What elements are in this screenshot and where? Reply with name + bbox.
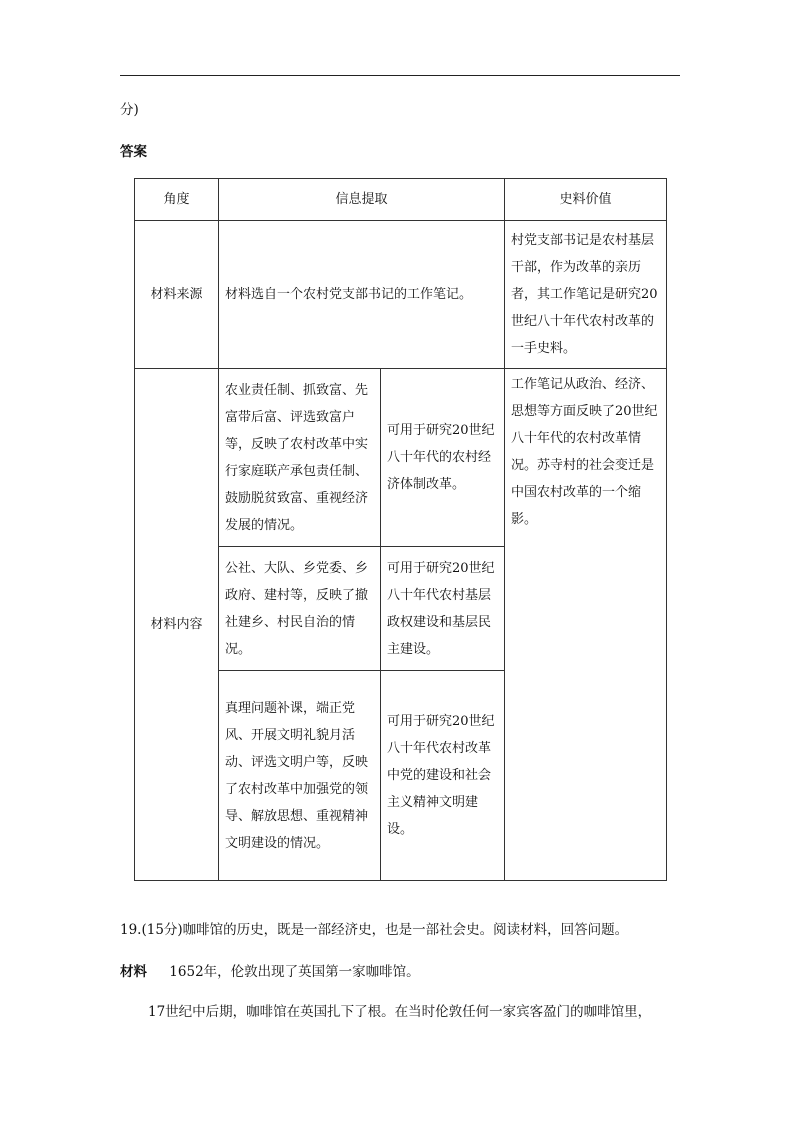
row-source-value: 村党支部书记是农村基层干部，作为改革的亲历者，其工作笔记是研究20世纪八十年代农村改革的一手史料。 — [505, 221, 667, 369]
material-label: 材料 — [120, 964, 147, 980]
answer-table — [134, 178, 667, 881]
row-content-value: 工作笔记从政治、经济、思想等方面反映了20世纪八十年代的农村改革情况。苏寺村的社会变迁是中国农村改革的一个缩影。 — [505, 369, 667, 881]
content-info-2: 公社、大队、乡党委、乡政府、建村等，反映了撤社建乡、村民自治的情况。 — [219, 547, 381, 671]
content-use-3: 可用于研究20世纪八十年代农村改革中党的建设和社会主义精神文明建设。 — [381, 671, 505, 881]
answer-label: 答案 — [120, 144, 147, 160]
row-source-label: 材料来源 — [135, 221, 219, 369]
content-info-3: 真理问题补课，端正党风、开展文明礼貌月活动、评选文明户等，反映了农村改革中加强党的领导、解放思想、重视精神文明建设的情况。 — [219, 671, 381, 881]
question-stem: 19.(15分)咖啡馆的历史，既是一部经济史，也是一部社会史。阅读材料，回答问题。 — [120, 922, 629, 938]
row-source-info: 材料选自一个农村党支部书记的工作笔记。 — [219, 221, 505, 369]
header-info: 信息提取 — [219, 179, 505, 221]
content-use-2: 可用于研究20世纪八十年代农村基层政权建设和基层民主建设。 — [381, 547, 505, 671]
header-value: 史料价值 — [505, 179, 667, 221]
material-line-1-text: 1652年，伦敦出现了英国第一家咖啡馆。 — [169, 964, 420, 980]
content-info-1: 农业责任制、抓致富、先富带后富、评选致富户等，反映了农村改革中实行家庭联产承包责任制、鼓励脱贫致富、重视经济发展的情况。 — [219, 369, 381, 547]
continuation-text: 分) — [120, 102, 139, 118]
material-line-1 — [120, 960, 420, 980]
material-line-2: 17世纪中后期，咖啡馆在英国扎下了根。在当时伦敦任何一家宾客盈门的咖啡馆里， — [148, 1004, 652, 1020]
content-use-1: 可用于研究20世纪八十年代的农村经济体制改革。 — [381, 369, 505, 547]
row-content-label: 材料内容 — [135, 369, 219, 881]
header-angle: 角度 — [135, 179, 219, 221]
header-rule — [120, 75, 680, 76]
